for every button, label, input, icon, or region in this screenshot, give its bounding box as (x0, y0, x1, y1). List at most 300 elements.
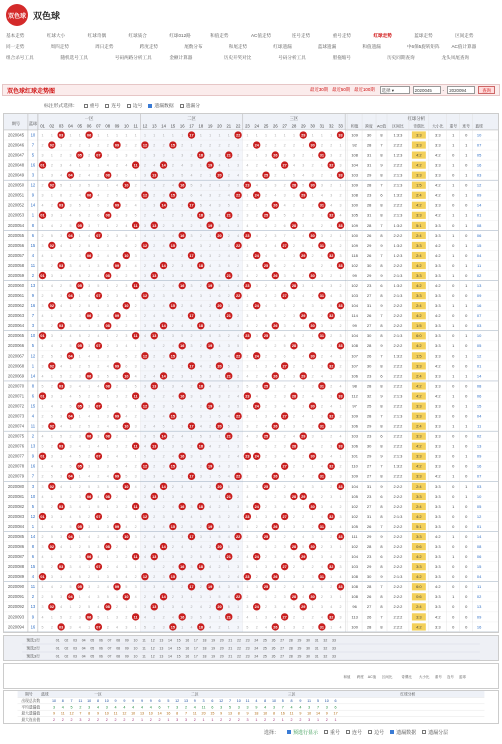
footer-checkbox-4[interactable] (390, 730, 394, 734)
preview-number[interactable]: 13 (159, 646, 164, 651)
analysis-cell-0: 103 (351, 293, 358, 299)
preview-number[interactable]: 32 (323, 654, 328, 659)
miss-cell: 4 (171, 394, 174, 399)
miss-cell: 4 (199, 484, 202, 489)
miss-cell: 1 (237, 203, 240, 208)
preview-number[interactable]: 28 (288, 646, 293, 651)
preview-number[interactable]: 23 (245, 654, 250, 659)
preview-number[interactable]: 29 (297, 638, 302, 643)
analysis-cell-0: 105 (351, 493, 358, 499)
analysis-cell-1: 25 (366, 403, 372, 409)
preview-number[interactable]: 13 (159, 638, 164, 643)
preview-number[interactable]: 16 (185, 654, 190, 659)
preview-number[interactable]: 19 (211, 638, 216, 643)
preview-number[interactable]: 14 (168, 638, 172, 643)
analysis-cell-3: 1:2:3 (393, 252, 403, 258)
nav-link-1-7[interactable]: 蓝球遗漏 (317, 43, 337, 49)
summary-value: 7 (281, 705, 284, 710)
miss-cell: 3 (97, 595, 100, 600)
preview-number[interactable]: 24 (254, 646, 259, 651)
blue-cell: 3 (31, 483, 35, 489)
miss-cell: 3 (311, 173, 314, 178)
miss-cell: 1 (218, 374, 221, 379)
preview-number[interactable]: 10 (133, 646, 138, 651)
preview-number[interactable]: 17 (193, 638, 198, 643)
preview-number[interactable]: 04 (81, 654, 86, 659)
preview-number[interactable]: 21 (228, 654, 233, 659)
analysis-cell-3: 2:2:2 (393, 443, 403, 449)
analysis-cell-7: 0 (465, 393, 468, 399)
nav-link-0-6[interactable]: AC值走势 (250, 32, 272, 38)
miss-cell: 1 (60, 394, 63, 399)
preview-number[interactable]: 15 (176, 646, 181, 651)
red-ball-number: 14 (161, 484, 166, 489)
preview-number[interactable]: 05 (90, 638, 95, 643)
preview-number[interactable]: 02 (64, 638, 69, 643)
preview-number[interactable]: 01 (55, 638, 60, 643)
preview-number[interactable]: 27 (280, 638, 285, 643)
analysis-cell-1: 29 (366, 272, 372, 278)
nav-link-1-5[interactable]: 和尾走势 (228, 43, 248, 49)
preview-number[interactable]: 17 (193, 646, 198, 651)
miss-cell: 4 (143, 334, 146, 339)
nav-link-1-8[interactable]: 和值遗漏 (362, 43, 381, 49)
miss-cell: 4 (88, 414, 91, 419)
red-ball-number: 29 (301, 605, 306, 610)
nav-link-0-4[interactable]: 红球012路 (169, 32, 191, 38)
preview-number[interactable]: 22 (237, 646, 241, 651)
miss-cell: 1 (116, 273, 119, 278)
preview-number[interactable]: 11 (142, 638, 146, 643)
preview-number[interactable]: 33 (332, 638, 336, 643)
red-ball-number: 20 (217, 424, 222, 429)
preview-number[interactable]: 18 (202, 646, 207, 651)
miss-cell: 2 (199, 344, 202, 349)
red-ball-number: 30 (310, 143, 315, 148)
summary-value: 8 (176, 711, 179, 716)
nav-link-2-4[interactable]: 历史开奖对比 (223, 54, 252, 60)
miss-cell: 3 (69, 153, 72, 158)
miss-cell: 2 (162, 183, 165, 188)
summary-value: 2 (184, 705, 188, 710)
analysis-cell-3: 2:2:2 (393, 473, 403, 479)
preview-number[interactable]: 09 (124, 646, 129, 651)
nav-link-2-8[interactable]: 龙头凤尾查询 (441, 54, 470, 60)
miss-cell: 1 (41, 464, 44, 469)
preview-number[interactable]: 09 (124, 638, 129, 643)
miss-cell: 3 (134, 585, 137, 590)
quick-100-link[interactable]: 最近100期 (354, 87, 375, 92)
preview-number[interactable]: 09 (124, 654, 129, 659)
preview-number[interactable]: 29 (297, 654, 302, 659)
preview-number[interactable]: 03 (73, 654, 77, 659)
preview-number[interactable]: 18 (202, 654, 207, 659)
miss-cell: 2 (330, 434, 333, 439)
analysis-cell-1: 30 (366, 262, 372, 268)
preview-number[interactable]: 10 (133, 638, 138, 643)
red-ball-number: 23 (245, 183, 250, 188)
nav-link-0-1[interactable]: 红球大小 (46, 32, 66, 38)
preview-number[interactable]: 13 (159, 654, 164, 659)
analysis-cell-5: 3:3 (435, 624, 441, 630)
nav-link-1-4[interactable]: 尾数分布 (184, 43, 203, 49)
miss-cell: 4 (116, 404, 119, 409)
miss-cell: 5 (50, 354, 53, 359)
preview-number[interactable]: 22 (237, 638, 241, 643)
miss-cell: 4 (60, 364, 63, 369)
summary-value: 18 (254, 711, 259, 716)
analysis-cell-5: 4:2 (435, 393, 441, 399)
nav-link-0-2[interactable]: 红球奇偶 (87, 32, 107, 38)
miss-cell: 2 (339, 243, 342, 248)
miss-cell: 1 (237, 545, 240, 550)
analysis-cell-0: 107 (351, 363, 358, 369)
miss-cell: 1 (41, 344, 44, 349)
analysis-cell-7: 0 (465, 293, 468, 299)
miss-cell: 4 (97, 555, 100, 560)
preview-number[interactable]: 08 (116, 646, 121, 651)
preview-number[interactable]: 30 (306, 638, 311, 643)
analysis-cell-7: 1 (465, 333, 468, 339)
preview-number[interactable]: 02 (64, 646, 69, 651)
blue-cell: 6 (31, 554, 35, 560)
miss-cell: 2 (171, 545, 174, 550)
miss-cell: 1 (78, 233, 81, 238)
nav-link-0-7[interactable]: 连号走势 (291, 32, 311, 38)
summary-value: 10 (104, 698, 109, 703)
option-checkbox-4[interactable] (180, 104, 184, 108)
preview-number[interactable]: 12 (150, 654, 155, 659)
preview-number[interactable]: 03 (73, 646, 77, 651)
miss-cell: 3 (274, 404, 277, 409)
option-checkbox-1[interactable] (105, 104, 109, 108)
preview-number[interactable]: 16 (185, 646, 190, 651)
miss-cell: 1 (162, 384, 165, 389)
preview-number[interactable]: 11 (142, 654, 146, 659)
preview-number[interactable]: 05 (90, 646, 95, 651)
miss-cell: 2 (218, 444, 221, 449)
analysis-cell-2: 7 (380, 252, 383, 258)
red-ball-number: 29 (301, 374, 306, 379)
preview-number[interactable]: 11 (142, 646, 146, 651)
analysis-cell-1: 28 (366, 624, 372, 630)
preview-number[interactable]: 31 (314, 646, 319, 651)
option-checkbox-3[interactable] (148, 104, 152, 108)
miss-cell: 4 (292, 434, 295, 439)
red-ball-number: 04 (68, 595, 73, 600)
nav-link-1-2[interactable]: 周日走势 (95, 43, 114, 49)
preview-number[interactable]: 03 (73, 638, 77, 643)
miss-cell: 3 (134, 364, 137, 369)
miss-cell: 1 (88, 625, 91, 630)
miss-cell: 4 (302, 414, 305, 419)
preview-number[interactable]: 14 (168, 654, 172, 659)
miss-cell: 4 (60, 545, 63, 550)
preview-number[interactable]: 31 (314, 638, 319, 643)
analysis-footer-col-4: 奇偶比 (401, 674, 412, 679)
nav-link-1-0[interactable]: 同一走势 (6, 43, 25, 49)
miss-cell: 4 (69, 394, 72, 399)
miss-cell: 5 (246, 444, 249, 449)
nav-link-0-8[interactable]: 重号走势 (332, 32, 352, 38)
miss-cell: 3 (227, 404, 230, 409)
preview-number[interactable]: 25 (262, 654, 267, 659)
preview-number[interactable]: 23 (245, 638, 250, 643)
site-logo[interactable] (6, 4, 28, 26)
preview-number[interactable]: 06 (98, 654, 103, 659)
preview-number[interactable]: 26 (271, 646, 276, 651)
preview-number[interactable]: 06 (98, 638, 103, 643)
red-ball-number: 27 (282, 414, 287, 419)
miss-cell: 1 (125, 384, 128, 389)
miss-cell: 2 (320, 404, 323, 409)
red-ball-number: 21 (226, 555, 231, 560)
nav-link-0-11[interactable]: 区间走势 (455, 32, 474, 38)
analysis-cell-1: 23 (366, 282, 372, 288)
preview-number[interactable]: 23 (245, 646, 250, 651)
miss-cell: 2 (69, 555, 72, 560)
miss-cell: 3 (339, 374, 342, 379)
preview-number[interactable]: 16 (185, 638, 190, 643)
nav-link-2-7[interactable]: 历史同期查询 (387, 54, 415, 60)
miss-cell: 5 (246, 384, 249, 389)
preview-number[interactable]: 08 (116, 654, 121, 659)
red-ball-number: 14 (161, 374, 166, 379)
preview-number[interactable]: 30 (306, 646, 311, 651)
quick-50-link[interactable]: 最近50期 (332, 87, 351, 92)
miss-cell: 4 (41, 615, 44, 620)
analysis-cell-2: 7 (380, 182, 383, 188)
summary-value: 4 (299, 705, 302, 710)
miss-cell: 2 (60, 404, 63, 409)
preview-number[interactable]: 01 (55, 654, 60, 659)
miss-cell: 1 (283, 625, 286, 630)
nav-link-2-1[interactable]: 随机选号工具 (60, 54, 89, 60)
miss-cell: 1 (311, 464, 314, 469)
preview-number[interactable]: 10 (133, 654, 138, 659)
analysis-cell-6: 0 (452, 313, 455, 319)
miss-cell: 4 (209, 384, 212, 389)
preview-number[interactable]: 28 (288, 654, 293, 659)
preview-number[interactable]: 25 (262, 646, 267, 651)
miss-cell: 3 (190, 233, 193, 238)
preview-number[interactable]: 27 (280, 654, 285, 659)
miss-cell: 2 (171, 324, 174, 329)
footer-checkbox-5[interactable] (422, 730, 426, 734)
nav-link-1-6[interactable]: 红球遗漏 (273, 43, 292, 49)
preview-number[interactable]: 29 (297, 646, 302, 651)
miss-cell: 1 (69, 133, 72, 138)
analysis-cell-1: 28 (366, 343, 372, 349)
miss-cell: 5 (302, 304, 305, 309)
analysis-cell-5: 4:2 (435, 313, 441, 319)
miss-cell: 5 (190, 183, 193, 188)
nav-link-2-3[interactable]: 金额计算器 (169, 54, 193, 60)
preview-number[interactable]: 26 (271, 654, 276, 659)
preview-number[interactable]: 21 (228, 638, 233, 643)
preview-number[interactable]: 04 (81, 646, 86, 651)
miss-cell: 5 (209, 514, 212, 519)
analysis-cell-8: 16 (476, 624, 482, 630)
miss-cell: 4 (78, 193, 81, 198)
preview-number[interactable]: 04 (81, 638, 86, 643)
analysis-cell-3: 2:2:2 (393, 624, 403, 630)
footer-checkbox-1[interactable] (324, 730, 328, 734)
miss-cell: 1 (143, 524, 146, 529)
footer-checkbox-3[interactable] (368, 730, 372, 734)
analysis-col-7: 连号 (462, 124, 470, 129)
miss-cell: 1 (311, 555, 314, 560)
red-ball-number: 28 (291, 595, 297, 600)
nav-link-0-9[interactable]: 红球走势 (373, 32, 392, 38)
nav-link-1-9[interactable]: 中6保5旋转矩阵 (406, 43, 440, 49)
miss-cell: 1 (162, 444, 165, 449)
miss-cell: 3 (311, 213, 314, 218)
preview-number[interactable]: 20 (219, 654, 224, 659)
preview-number[interactable]: 32 (323, 638, 328, 643)
analysis-cell-0: 110 (351, 463, 358, 469)
nav-link-2-5[interactable]: 号码分析工具 (278, 54, 306, 60)
miss-cell: 2 (311, 374, 314, 379)
nav-link-0-10[interactable]: 蓝球走势 (414, 32, 433, 38)
preview-number[interactable]: 21 (228, 646, 233, 651)
preview-number[interactable]: 07 (107, 646, 112, 651)
nav-link-2-6[interactable]: 胆拖缩号 (332, 54, 352, 60)
miss-cell: 2 (143, 263, 146, 268)
summary-value: 2 (61, 718, 64, 723)
preview-number[interactable]: 05 (90, 654, 95, 659)
miss-cell: 3 (69, 565, 72, 570)
preview-number[interactable]: 19 (211, 654, 216, 659)
preview-number[interactable]: 08 (116, 638, 121, 643)
analysis-cell-8: 06 (476, 232, 482, 238)
option-checkbox-2[interactable] (127, 104, 131, 108)
preview-number[interactable]: 27 (280, 646, 285, 651)
red-col-header-05: 05 (77, 123, 83, 129)
preview-number[interactable]: 31 (314, 654, 319, 659)
preview-number[interactable]: 01 (55, 646, 60, 651)
miss-cell: 1 (237, 304, 240, 309)
red-ball-number: 09 (114, 203, 120, 208)
red-ball-number: 01 (40, 163, 45, 168)
preview-number[interactable]: 25 (262, 638, 267, 643)
footer-checkbox-0[interactable] (287, 730, 291, 734)
preview-number[interactable]: 17 (193, 654, 198, 659)
nav-link-0-5[interactable]: 和值走势 (210, 32, 229, 38)
preview-number[interactable]: 33 (332, 646, 336, 651)
footer-checkbox-2[interactable] (346, 730, 350, 734)
red-ball-number: 10 (124, 484, 129, 489)
quick-30-link[interactable]: 最近30期 (310, 87, 329, 92)
preview-number[interactable]: 15 (176, 638, 181, 643)
preview-number[interactable]: 24 (254, 654, 259, 659)
miss-cell: 3 (97, 545, 100, 550)
red-ball-number: 05 (77, 344, 82, 349)
preview-number[interactable]: 19 (211, 646, 216, 651)
nav-link-0-0[interactable]: 基本走势 (6, 32, 25, 38)
preview-number[interactable]: 15 (176, 654, 181, 659)
period-select[interactable] (380, 86, 410, 94)
preview-number[interactable]: 28 (288, 638, 293, 643)
preview-number[interactable]: 20 (219, 638, 224, 643)
summary-value: 3 (79, 718, 82, 723)
miss-cell: 1 (125, 133, 128, 138)
nav-link-2-0[interactable]: 组合杀号工具 (6, 54, 34, 60)
miss-cell: 2 (330, 484, 333, 489)
miss-cell: 2 (162, 504, 165, 509)
preview-number[interactable]: 07 (107, 654, 112, 659)
preview-number[interactable]: 18 (202, 638, 207, 643)
nav-link-1-1[interactable]: 周四走势 (50, 43, 69, 49)
miss-cell: 3 (283, 444, 286, 449)
analysis-cell-6: 0 (452, 403, 455, 409)
red-ball-number: 32 (329, 163, 334, 168)
nav-link-2-2[interactable]: 号码两路分析工具 (114, 54, 152, 60)
miss-cell: 5 (69, 223, 72, 228)
miss-cell: 2 (97, 143, 100, 148)
miss-cell: 3 (330, 283, 333, 288)
analysis-cell-3: 1:2:3 (393, 152, 403, 158)
option-label-1: 连号 (111, 104, 121, 109)
analysis-cell-4: 3:3 (416, 293, 422, 299)
analysis-cell-5: 3:3 (435, 132, 441, 138)
preview-number[interactable]: 22 (237, 654, 241, 659)
preview-number[interactable]: 06 (98, 646, 103, 651)
preview-number[interactable]: 02 (64, 654, 69, 659)
miss-cell: 3 (274, 304, 277, 309)
nav-link-1-3[interactable]: 跨度走势 (139, 43, 159, 49)
miss-cell: 3 (302, 163, 305, 168)
to-issue-input[interactable]: 2020094 (447, 86, 475, 94)
analysis-cell-6: 0 (452, 413, 455, 419)
preview-number[interactable]: 33 (332, 654, 336, 659)
preview-number[interactable]: 12 (150, 638, 155, 643)
preview-number[interactable]: 30 (306, 654, 311, 659)
preview-number[interactable]: 07 (107, 638, 112, 643)
miss-cell: 2 (69, 434, 72, 439)
option-checkbox-0[interactable] (84, 104, 88, 108)
query-button[interactable]: 查询 (478, 86, 495, 94)
preview-number[interactable]: 14 (168, 646, 172, 651)
red-col-header-22: 22 (235, 123, 241, 129)
miss-cell: 3 (190, 283, 193, 288)
miss-cell: 2 (190, 153, 193, 158)
miss-cell: 1 (69, 424, 72, 429)
miss-cell: 2 (283, 384, 286, 389)
miss-cell: 5 (255, 243, 258, 248)
option-label-4: 遗漏分 (185, 104, 201, 109)
nav-link-0-3[interactable]: 红球质合 (128, 32, 147, 38)
nav-link-1-10[interactable]: AC值计算器 (451, 43, 477, 49)
miss-cell: 2 (302, 334, 305, 339)
analysis-cell-0: 103 (351, 172, 358, 178)
miss-cell: 1 (41, 223, 44, 228)
analysis-cell-6: 1 (452, 132, 455, 138)
preview-number[interactable]: 24 (254, 638, 259, 643)
analysis-cell-2: 9 (380, 533, 383, 539)
miss-cell: 5 (69, 585, 72, 590)
miss-cell: 2 (162, 283, 165, 288)
preview-number[interactable]: 26 (271, 638, 276, 643)
from-issue-input[interactable]: 2020045 (413, 86, 441, 94)
miss-cell: 2 (255, 575, 258, 580)
preview-number[interactable]: 20 (219, 646, 224, 651)
red-col-header-14: 14 (161, 123, 166, 129)
preview-number[interactable]: 12 (150, 646, 155, 651)
preview-number[interactable]: 32 (323, 646, 328, 651)
issue-cell: 2020092 (7, 604, 25, 610)
miss-cell: 2 (265, 143, 268, 148)
